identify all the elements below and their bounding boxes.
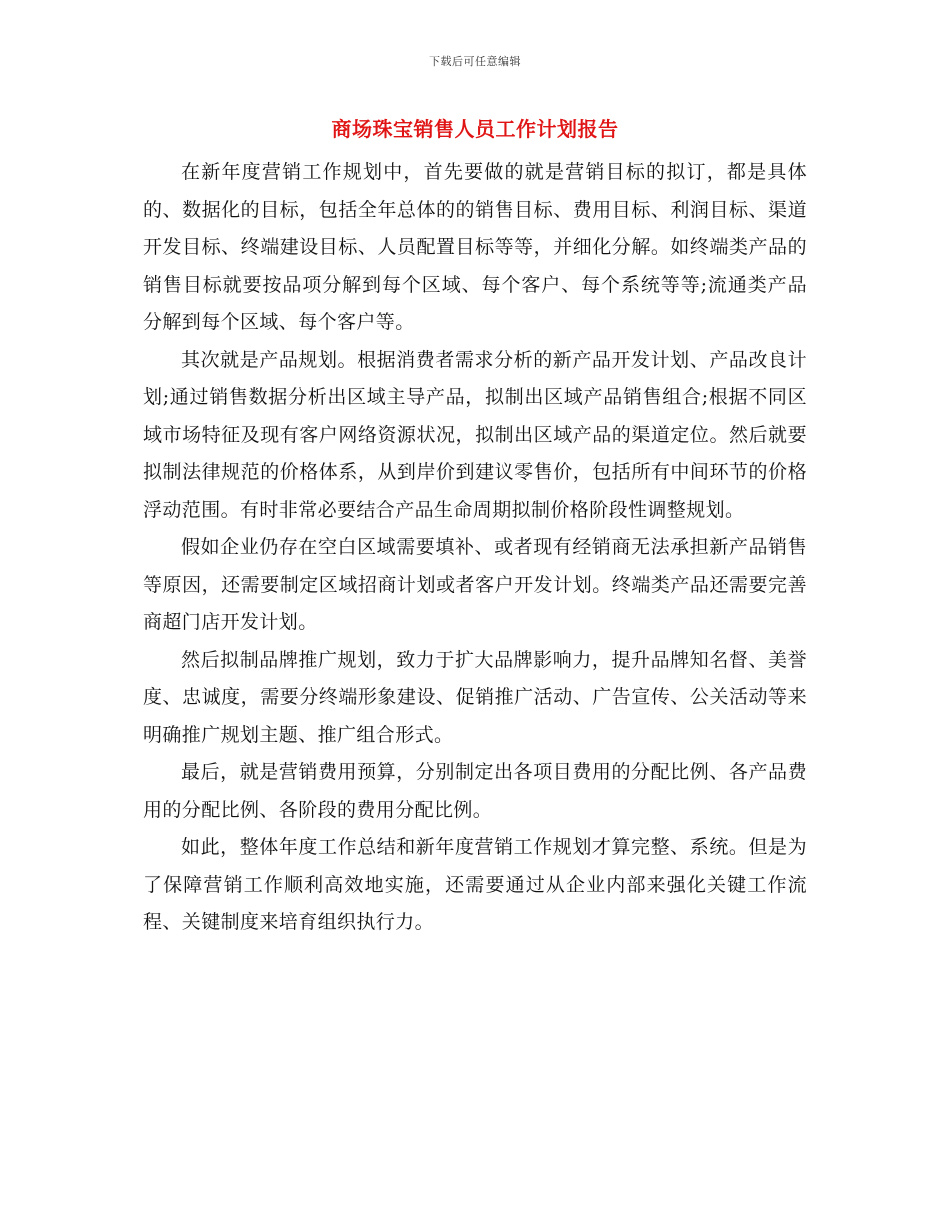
- paragraph-5: 最后，就是营销费用预算，分别制定出各项目费用的分配比例、各产品费用的分配比例、各阶段的费用分配比例。: [143, 761, 807, 821]
- document-body: [143, 154, 807, 942]
- document-title: 商场珠宝销售人员工作计划报告: [331, 117, 619, 141]
- paragraph-3: 假如企业仍存在空白区域需要填补、或者现有经销商无法承担新产品销售等原因，还需要制定区域招商计划或者客户开发计划。终端类产品还需要完善商超门店开发计划。: [143, 536, 807, 633]
- paragraph-6: 如此，整体年度工作总结和新年度营销工作规划才算完整、系统。但是为了保障营销工作顺利高效地实施，还需要通过从企业内部来强化关键工作流程、关键制度来培育组织执行力。: [143, 836, 807, 933]
- page-header-note: 下载后可任意编辑: [429, 55, 521, 68]
- paragraph-4: 然后拟制品牌推广规划，致力于扩大品牌影响力，提升品牌知名督、美誉度、忠诚度，需要分终端形象建设、促销推广活动、广告宣传、公关活动等来明确推广规划主题、推广组合形式。: [143, 648, 807, 746]
- paragraph-1: 在新年度营销工作规划中，首先要做的就是营销目标的拟订，都是具体的、数据化的目标，包括全年总体的的销售目标、费用目标、利润目标、渠道开发目标、终端建设目标、人员配置目标等等，并细化分解。如终端类产品的销售目标就要按品项分解到每个区域、每个客户、每个系统等等;流通类产品分解到每个区域、每个客户等。: [143, 161, 807, 333]
- paragraph-2: 其次就是产品规划。根据消费者需求分析的新产品开发计划、产品改良计划;通过销售数据分析出区域主导产品，拟制出区域产品销售组合;根据不同区域市场特征及现有客户网络资源状况，拟制出区域产品的渠道定位。然后就要拟制法律规范的价格体系，从到岸价到建议零售价，包括所有中间环节的价格浮动范围。有时非常必要结合产品生命周期拟制价格阶段性调整规划。: [143, 348, 807, 521]
